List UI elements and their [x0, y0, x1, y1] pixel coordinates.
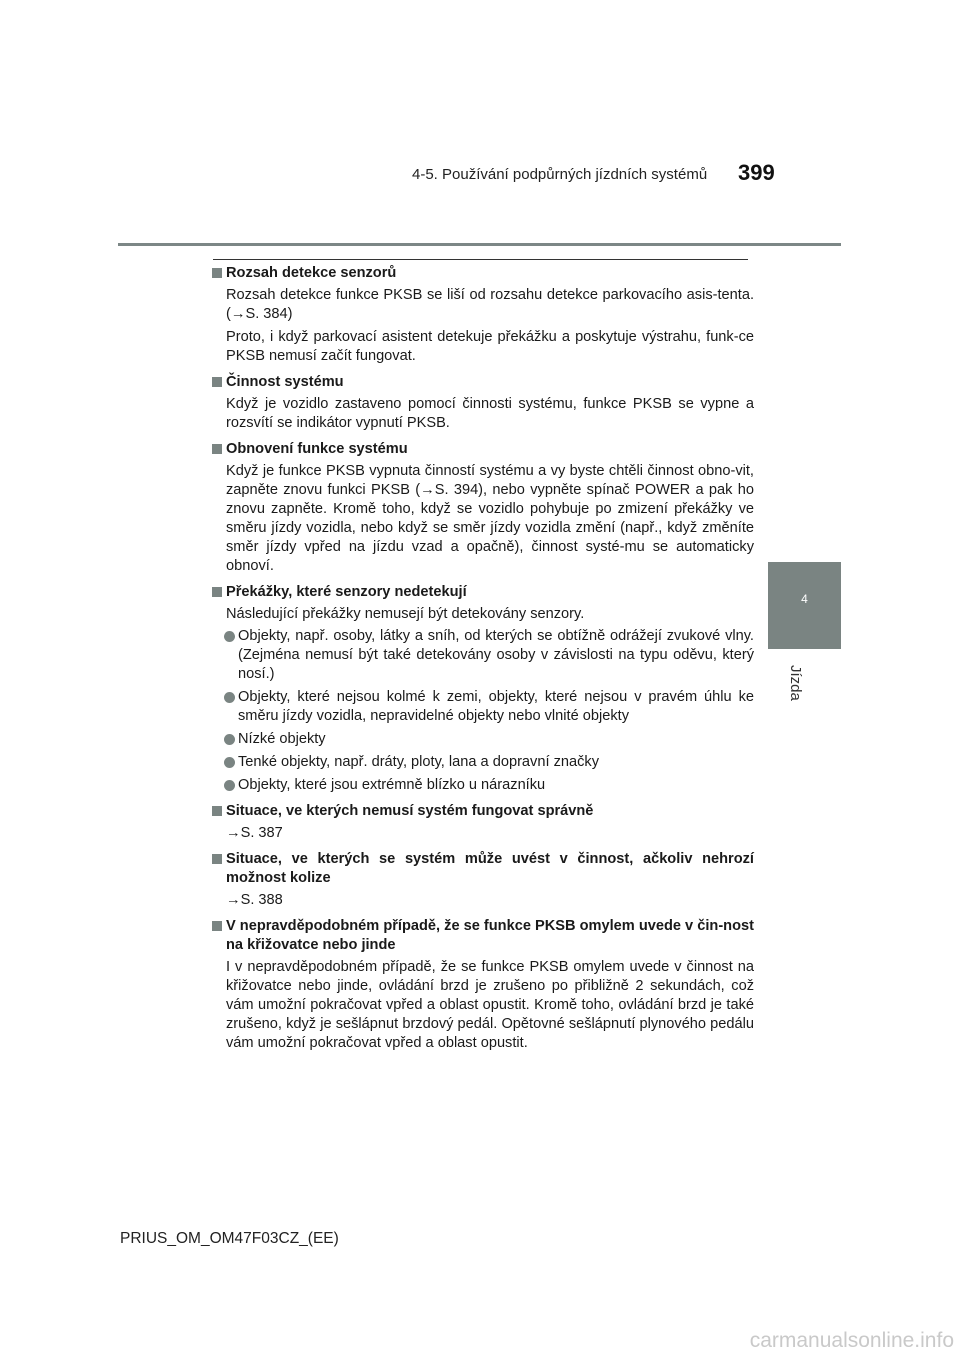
square-bullet-icon	[212, 444, 222, 454]
content-top-divider	[213, 259, 748, 260]
section-heading-text: Činnost systému	[226, 374, 344, 390]
section-heading-text: Situace, ve kterých nemusí systém fungovat správně	[226, 803, 594, 819]
section-heading-text: Situace, ve kterých se systém může uvést v činnost, ačkoliv nehrozí možnost kolize	[226, 851, 754, 886]
section	[210, 264, 754, 366]
section-heading	[210, 917, 754, 955]
square-bullet-icon	[212, 854, 222, 864]
square-bullet-icon	[212, 377, 222, 387]
circle-bullet-icon	[224, 734, 235, 745]
paragraph: Když je funkce PKSB vypnuta činností systému a vy byste chtěli činnost obno-vit, zapněte znovu funkci PKSB (→S. 394), nebo vypněte spínač POWER a pak ho znovu zapněte. Kromě toho, když se vozidlo pohybuje po zmizení překážky ve směru jízdy vozidla, nebo když se směr jízdy vozidla změní (např., když změníte směr jízdy vpřed na jízdu vzad a opačně), činnost systé-mu se automaticky obnoví.	[226, 463, 754, 574]
section-heading	[210, 850, 754, 888]
chapter-tab[interactable]	[768, 562, 841, 649]
circle-bullet-icon	[224, 631, 235, 642]
header-divider	[118, 243, 841, 246]
circle-bullet-icon	[224, 780, 235, 791]
section	[210, 917, 754, 1053]
chapter-tab-number: 4	[801, 592, 808, 606]
square-bullet-icon	[212, 921, 222, 931]
list-item	[224, 730, 754, 749]
circle-bullet-icon	[224, 757, 235, 768]
list-item-text: Objekty, které nejsou kolmé k zemi, objekty, které nejsou v pravém úhlu ke směru jízdy vozidla, nepravidelné objekty nebo vlnité objekty	[238, 689, 754, 724]
section-heading	[210, 440, 754, 459]
paragraph: Když je vozidlo zastaveno pomocí činnosti systému, funkce PKSB se vypne a rozsvítí se indikátor vypnutí PKSB.	[226, 396, 754, 431]
paragraph: Proto, i když parkovací asistent detekuje překážku a poskytuje výstrahu, funk-ce PKSB nemusí začít fungovat.	[226, 329, 754, 364]
list-item	[224, 688, 754, 726]
square-bullet-icon	[212, 268, 222, 278]
square-bullet-icon	[212, 806, 222, 816]
paragraph: →S. 388	[226, 892, 283, 908]
square-bullet-icon	[212, 587, 222, 597]
watermark: carmanualsonline.info	[749, 1329, 954, 1352]
section-heading-text: Obnovení funkce systému	[226, 441, 408, 457]
section-heading-text: Překážky, které senzory nedetekují	[226, 584, 467, 600]
paragraph: I v nepravděpodobném případě, že se funkce PKSB omylem uvede v činnost na křižovatce nebo jinde, ovládání brzd je zrušeno po přibližně 2 sekundách, což vám umožní pokračovat vpřed a oblast opustit. Kromě toho, ovládání brzd je také zrušeno, když je sešlápnut brzdový pedál. Opětovné sešlápnutí plynového pedálu vám umožní pokračovat vpřed a oblast opustit.	[226, 959, 754, 1051]
section	[210, 373, 754, 433]
page-number: 399	[738, 160, 775, 185]
section	[210, 802, 754, 843]
section-heading	[210, 264, 754, 283]
section	[210, 583, 754, 795]
circle-bullet-icon	[224, 692, 235, 703]
content-body	[210, 264, 754, 1060]
list-item-text: Nízké objekty	[238, 731, 326, 747]
list-item	[224, 753, 754, 772]
section-heading	[210, 802, 754, 821]
list-item-text: Objekty, např. osoby, látky a sníh, od kterých se obtížně odrážejí zvukové vlny. (Zejména nemusí být také detekovány osoby v závislosti na typu oděvu, který nosí.)	[238, 628, 754, 682]
list-item-text: Objekty, které jsou extrémně blízko u nárazníku	[238, 777, 546, 793]
section-title: 4-5. Používání podpůrných jízdních systémů	[412, 166, 708, 183]
section-heading-text: Rozsah detekce senzorů	[226, 265, 397, 281]
list-item	[224, 776, 754, 795]
chapter-label: Jízda	[787, 665, 804, 701]
paragraph: Následující překážky nemusejí být detekovány senzory.	[226, 606, 585, 622]
list-item-text: Tenké objekty, např. dráty, ploty, lana a dopravní značky	[238, 754, 599, 770]
paragraph: →S. 387	[226, 825, 283, 841]
paragraph: Rozsah detekce funkce PKSB se liší od rozsahu detekce parkovacího asis-tenta. (→S. 384)	[226, 287, 754, 322]
section-heading-text: V nepravděpodobném případě, že se funkce PKSB omylem uvede v čin-nost na křižovatce nebo jinde	[226, 918, 754, 953]
section	[210, 440, 754, 576]
section-heading	[210, 373, 754, 392]
section-heading	[210, 583, 754, 602]
list-item	[224, 627, 754, 684]
manual-code: PRIUS_OM_OM47F03CZ_(EE)	[120, 1230, 339, 1247]
section	[210, 850, 754, 910]
